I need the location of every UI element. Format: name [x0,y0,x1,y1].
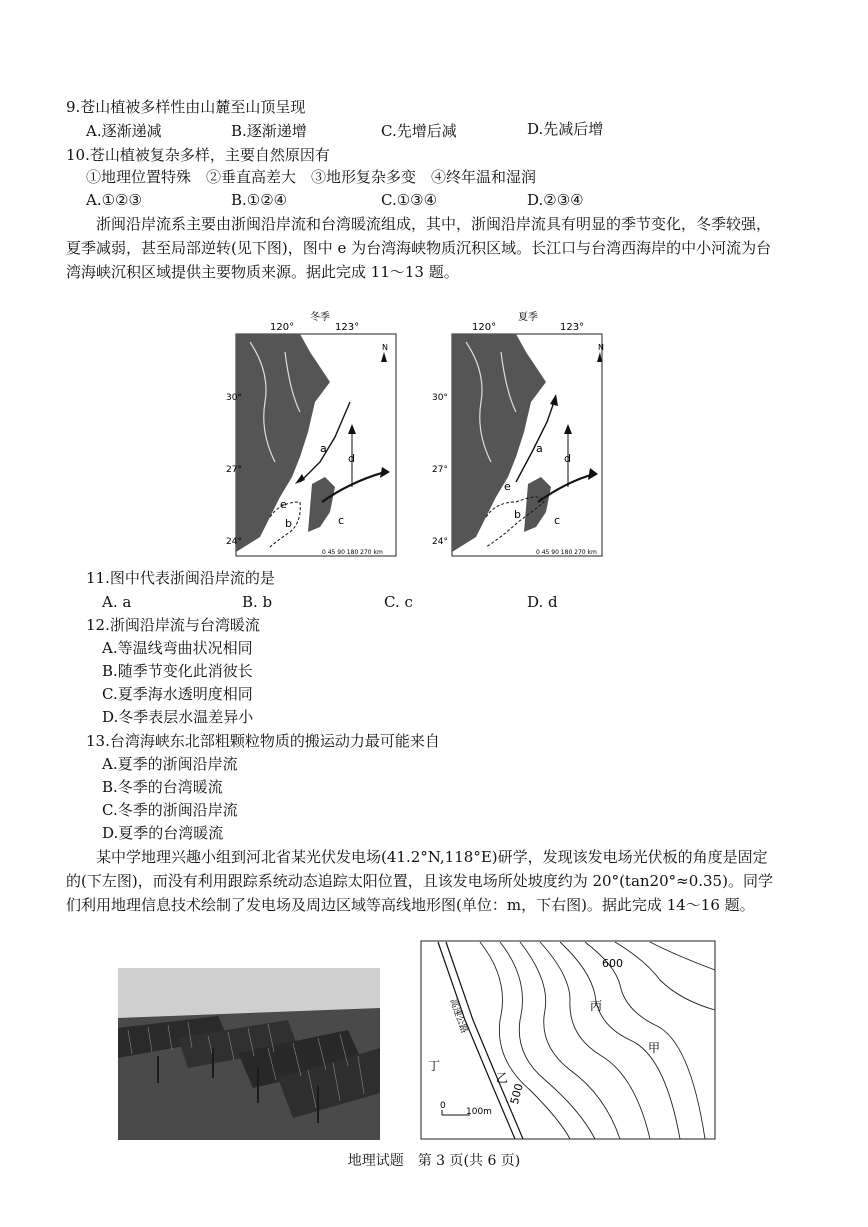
q12-stem: 12.浙闽沿岸流与台湾暖流 [86,616,260,634]
summer-lon-120: 120° [472,322,497,333]
winter-lon-123: 123° [335,322,360,333]
summer-label-d: d [564,452,571,465]
q13-stem: 13.台湾海峡东北部粗颗粒物质的搬运动力最可能来自 [86,732,440,750]
summer-label-e: e [504,480,511,493]
winter-north: N [382,343,388,352]
q13-option-b: B.冬季的台湾暖流 [102,778,223,796]
summer-lon-123: 123° [560,322,585,333]
q11-option-c: C. c [384,593,413,611]
intro-11-13: 浙闽沿岸流系主要由浙闽沿岸流和台湾暖流组成，其中，浙闽沿岸流具有明显的季节变化，冬季较强，夏季减弱，甚至局部逆转(见下图)，图中 e 为台湾海峡物质沉积区域。长江口与台湾西海岸的中小河流为台湾海峡沉积区域提供主要物质来源。据此完成 11～13 题。 [66,215,772,281]
scale-100m: 100m [466,1107,492,1117]
q9-option-a: A.逐渐递减 [86,122,162,140]
summer-lat-27: 27° [432,465,448,475]
q11-option-b: B. b [242,593,273,611]
q10-stem: 10.苍山植被复杂多样，主要自然原因有 [66,146,330,164]
summer-lat-24: 24° [432,537,448,547]
q13-option-a: A.夏季的浙闽沿岸流 [102,755,238,773]
q10-option-a: A.①②③ [86,191,142,209]
q10-option-b: B.①②④ [231,191,288,209]
q9-option-b: B.逐渐递增 [231,122,307,140]
summer-title: 夏季 [518,312,538,323]
winter-scale: 0 45 90 180 270 km [322,549,383,556]
q13-option-d: D.夏季的台湾暖流 [102,824,224,842]
winter-label-c: c [338,514,345,527]
winter-label-e: e [280,498,287,511]
winter-lon-120: 120° [270,322,295,333]
contour-map [420,940,716,1140]
q9-option-c: C.先增后减 [381,122,457,140]
q9-option-d: D.先减后增 [527,120,604,138]
label-bing: 丙 [590,999,603,1013]
q11-stem: 11.图中代表浙闽沿岸流的是 [86,569,275,587]
summer-lat-30: 30° [432,393,448,403]
q10-factors: ①地理位置特殊 ②垂直高差大 ③地形复杂多变 ④终年温和湿润 [86,168,537,186]
label-500: 500 [507,1082,526,1106]
q11-option-a: A. a [102,593,132,611]
page-footer: 地理试题 第 3 页(共 6 页) [347,1153,521,1169]
winter-lat-27: 27° [226,465,242,475]
winter-title: 冬季 [310,312,330,323]
q9-stem: 9.苍山植被多样性由山麓至山顶呈现 [66,98,306,116]
intro-14-16: 某中学地理兴趣小组到河北省某光伏发电场(41.2°N,118°E)研学，发现该发电场光伏板的角度是固定的(下左图)，而没有利用跟踪系统动态追踪太阳位置，且该发电场所处坡度约为 20°(tan20°≈0.35)。同学们利用地理信息技术绘制了发电场及周边区域等高线地形图(单位：m，下右图)。据此完成 14～16 题。 [66,848,773,914]
q13-option-c: C.冬季的浙闽沿岸流 [102,801,238,819]
winter-island: 台湾岛 [310,532,331,540]
label-ding: 丁 [428,1059,441,1073]
solar-panel-photo [118,968,380,1140]
q12-option-d: D.冬季表层水温差异小 [102,708,254,726]
label-yi: 乙 [496,1071,509,1085]
summer-label-a: a [536,442,543,455]
winter-lat-30: 30° [226,393,242,403]
winter-label-a: a [320,442,327,455]
q12-option-c: C.夏季海水透明度相同 [102,685,253,703]
label-600: 600 [602,957,623,970]
winter-map [226,312,400,562]
road-label: 高速公路 [447,997,469,1035]
scale-zero: 0 [440,1101,446,1111]
winter-lat-24: 24° [226,537,242,547]
q10-option-d: D.②③④ [527,191,584,209]
winter-label-d: d [348,452,355,465]
summer-label-c: c [554,514,561,527]
summer-island: 台湾岛 [526,532,547,540]
winter-label-b: b [285,517,292,530]
summer-map [432,312,602,562]
q12-option-a: A.等温线弯曲状况相同 [102,639,253,657]
q12-option-b: B.随季节变化此消彼长 [102,662,253,680]
summer-scale: 0 45 90 180 270 km [536,549,597,556]
label-jia: 甲 [648,1041,661,1055]
q11-option-d: D. d [527,593,558,611]
summer-north: N [598,343,604,352]
summer-label-b: b [514,508,521,521]
q10-option-c: C.①③④ [381,191,438,209]
